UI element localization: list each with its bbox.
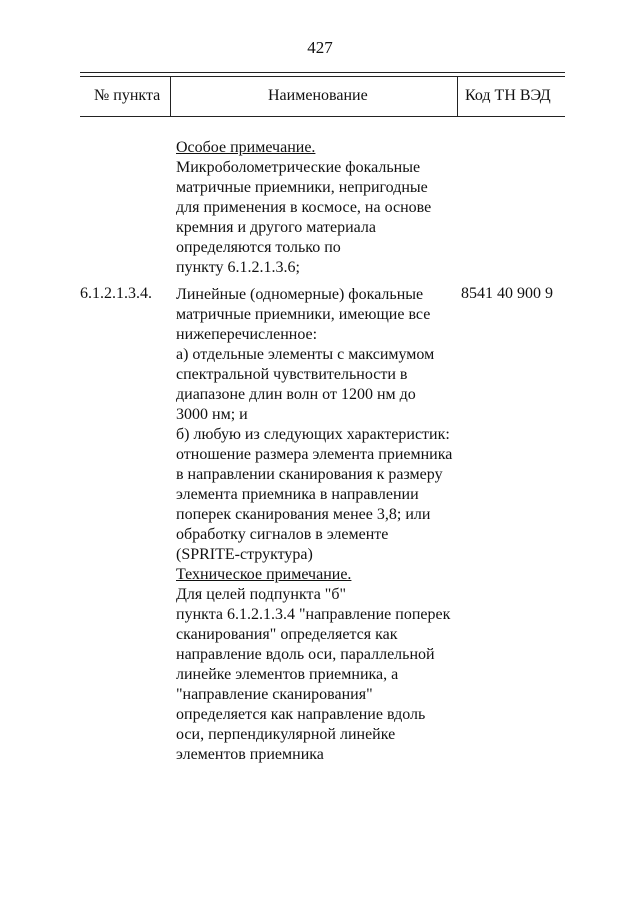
item-line: (SPRITE-структура) [176,546,313,563]
special-note-line: пункту 6.1.2.1.3.6; [176,259,300,276]
item-line: 3000 нм; и [176,406,248,423]
technical-note-line: направление вдоль оси, параллельной [176,646,435,663]
item-line: а) отдельные элементы с максимумом [176,346,435,363]
technical-note-line: линейке элементов приемника, а [176,666,399,683]
technical-note-line: пункта 6.1.2.1.3.4 "направление поперек [176,606,451,623]
header-divider-1 [170,76,171,116]
technical-note-line: оси, перпендикулярной линейке [176,726,396,743]
technical-note-line: элементов приемника [176,746,324,763]
table-top-rule-inner [80,76,565,77]
page-number: 427 [307,38,333,57]
special-note-line: для применения в космосе, на основе [176,199,432,216]
table-top-rule [80,72,565,73]
table-header-bottom-rule [80,116,565,117]
item-line: отношение размера элемента приемника [176,446,453,463]
special-note [176,138,431,278]
item-line: Линейные (одномерные) фокальные [176,286,424,303]
item-line: в направлении сканирования к размеру [176,466,443,483]
technical-note-line: "направление сканирования" [176,686,373,703]
item-line: матричные приемники, имеющие все [176,306,431,323]
special-note-line: матричные приемники, непригодные [176,179,428,196]
header-code: Код ТН ВЭД [465,87,551,104]
item-line: б) любую из следующих характеристик: [176,426,450,443]
special-note-line: определяются только по [176,239,341,256]
header-name: Наименование [268,87,368,104]
item-line: спектральной чувствительности в [176,366,408,383]
technical-note [176,565,450,765]
technical-note-line: сканирования" определяется как [176,626,398,643]
special-note-heading: Особое примечание. [176,139,316,156]
item-number: 6.1.2.1.3.4. [80,285,152,302]
technical-note-line: определяется как направление вдоль [176,706,426,723]
technical-note-line: Для целей подпункта "б" [176,586,346,603]
item-line: элемента приемника в направлении [176,486,419,503]
item-line: диапазоне длин волн от 1200 нм до [176,386,416,403]
special-note-line: Микроболометрические фокальные [176,159,421,176]
item-code: 8541 40 900 9 [461,285,553,302]
special-note-line: кремния и другого материала [176,219,376,236]
header-divider-2 [457,76,458,116]
item-line: обработку сигналов в элементе [176,526,389,543]
item-line: нижеперечисленное: [176,326,318,343]
item-description [176,285,452,565]
header-item-number: № пункта [94,87,161,104]
item-line: поперек сканирования менее 3,8; или [176,506,431,523]
technical-note-heading: Техническое примечание. [176,566,352,583]
